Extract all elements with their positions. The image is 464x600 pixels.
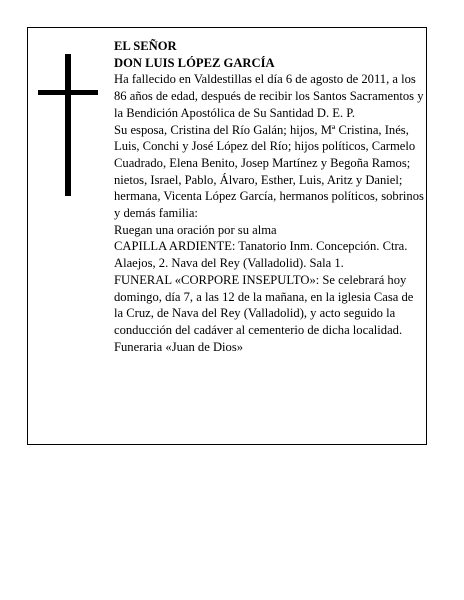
funeral-info: FUNERAL «CORPORE INSEPULTO»: Se celebrará hoy domingo, día 7, a las 12 de la mañana, en la iglesia Casa de la Cruz, de Nava del Rey (Valladolid), y acto seguido la conducción del cadáver al cementerio de dicha localidad. xyxy=(114,272,414,337)
prayer-request: Ruegan una oración por su alma xyxy=(114,222,277,237)
funeral-home: Funeraria «Juan de Dios» xyxy=(114,339,244,354)
family-list: Su esposa, Cristina del Río Galán; hijos, Mª Cristina, Inés, Luis, Conchi y José López del Río; hijos políticos, Carmelo Cuadrado, Elena Benito, Josep Martínez y Begoña Ramos; nietos, Israel, Pablo, Álvaro, Esther, Luis, Aritz y Daniel; hermana, Vicenta López García, hermanos políticos, sobrinos y demás familia: xyxy=(114,122,424,221)
cross-icon xyxy=(38,54,98,196)
heading-title: EL SEÑOR xyxy=(114,39,177,53)
death-announcement: Ha fallecido en Valdestillas el día 6 de agosto de 2011, a los 86 años de edad, después de recibir los Santos Sacramentos y la Bendición Apostólica de Su Santidad D. E. P. xyxy=(114,72,424,120)
cross-horizontal-bar xyxy=(38,90,98,95)
obituary-text xyxy=(114,38,424,355)
chapel-info: CAPILLA ARDIENTE: Tanatorio Inm. Concepción. Ctra. Alaejos, 2. Nava del Rey (Valladolid). Sala 1. xyxy=(114,239,408,271)
deceased-name: DON LUIS LÓPEZ GARCÍA xyxy=(114,55,275,70)
cross-vertical-bar xyxy=(65,54,71,196)
